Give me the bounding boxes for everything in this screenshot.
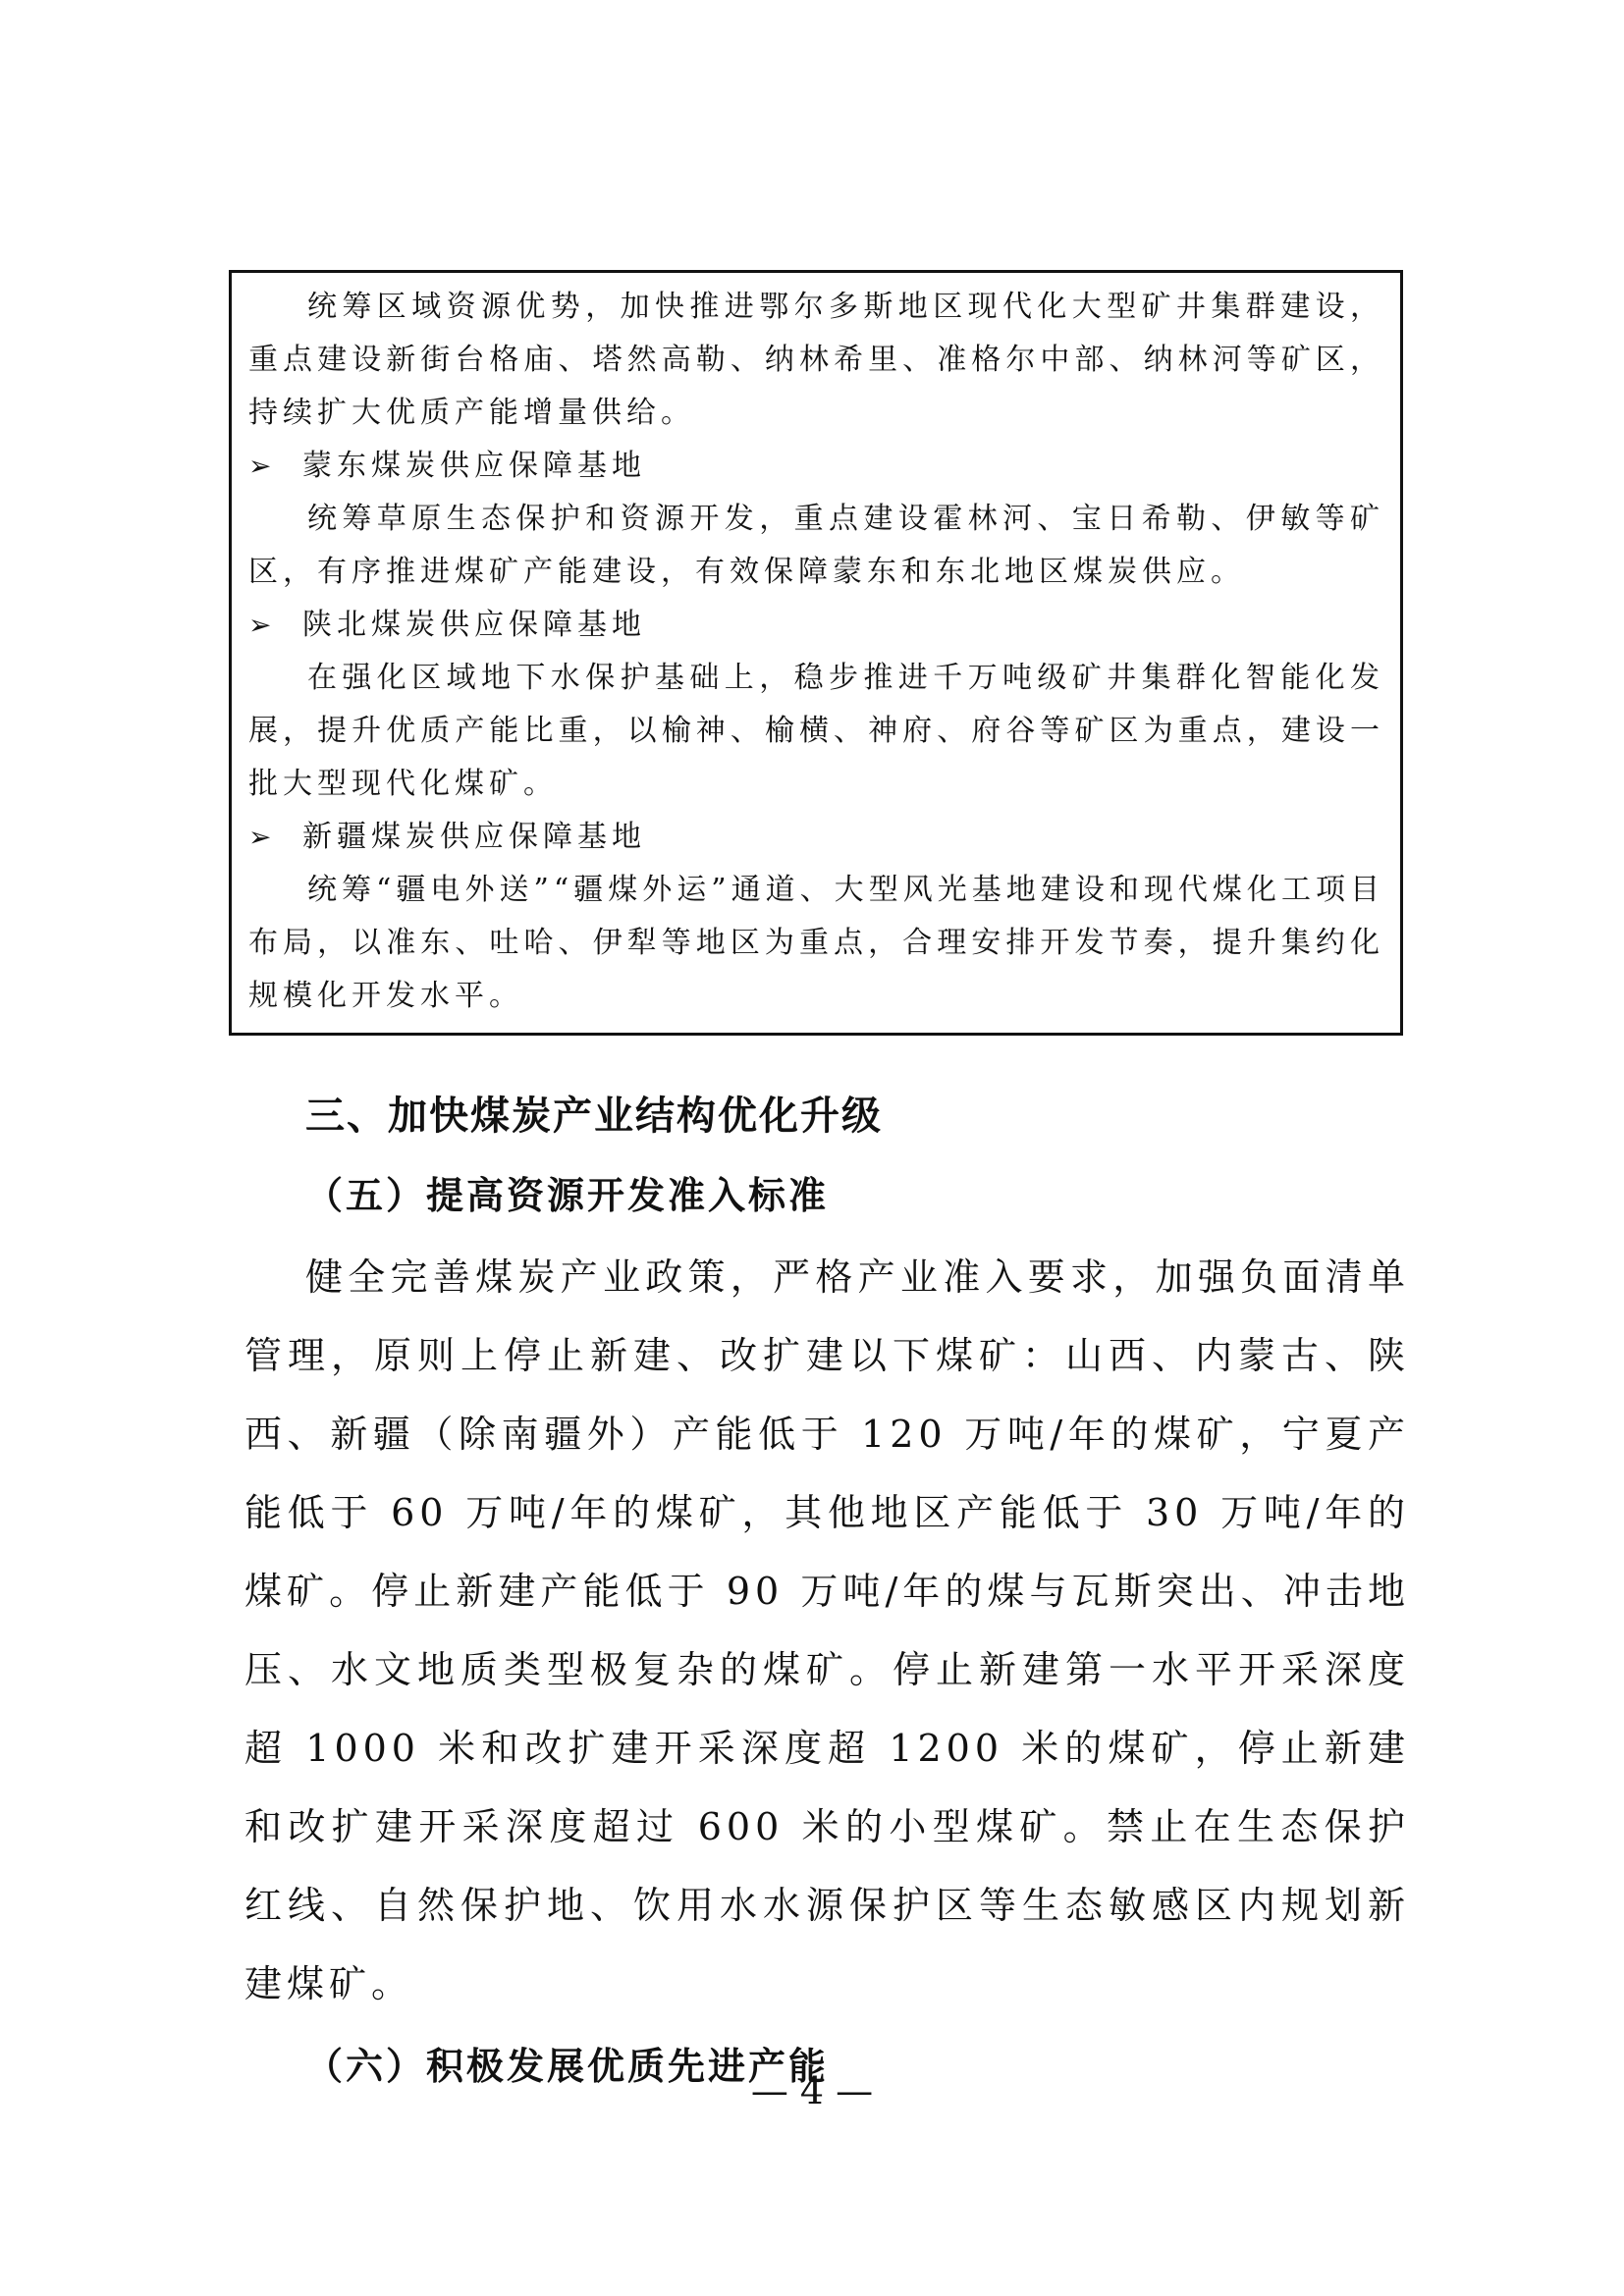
main-body bbox=[244, 1085, 1410, 2100]
xinjiang-paragraph: 统筹“疆电外送”“疆煤外运”通道、大型风光基地建设和现代煤化工项目布局，以准东、吐哈、伊犁等地区为重点，合理安排开发节奏，提升集约化规模化开发水平。 bbox=[248, 873, 1384, 1013]
xinjiang-heading-text: 新疆煤炭供应保障基地 bbox=[302, 820, 646, 854]
subsection-title-5: （五）提高资源开发准入标准 bbox=[305, 1173, 830, 1217]
shanbei-paragraph: 在强化区域地下水保护基础上，稳步推进千万吨级矿井集群化智能化发展，提升优质产能比重，以榆神、榆横、神府、府谷等矿区为重点，建设一批大型现代化煤矿。 bbox=[248, 661, 1384, 801]
ordos-paragraph: 统筹区域资源优势，加快推进鄂尔多斯地区现代化大型矿井集群建设，重点建设新街台格庙、塔然高勒、纳林希里、准格尔中部、纳林河等矿区，持续扩大优质产能增量供给。 bbox=[248, 290, 1384, 430]
subsection-title-6: （六）积极发展优质先进产能 bbox=[305, 2044, 830, 2088]
page-number: — 4 — bbox=[750, 2069, 874, 2112]
arrow-bullet-icon: ➢ bbox=[248, 450, 272, 482]
mengdong-heading-text: 蒙东煤炭供应保障基地 bbox=[302, 449, 646, 483]
xinjiang-heading bbox=[248, 811, 1384, 864]
shanbei-heading bbox=[248, 599, 1384, 652]
mengdong-heading bbox=[248, 440, 1384, 493]
mengdong-paragraph: 统筹草原生态保护和资源开发，重点建设霍林河、宝日希勒、伊敏等矿区，有序推进煤矿产能建设，有效保障蒙东和东北地区煤炭供应。 bbox=[248, 502, 1384, 589]
section-title: 三、加快煤炭产业结构优化升级 bbox=[305, 1094, 883, 1139]
subsection-5-paragraph: 健全完善煤炭产业政策，严格产业准入要求，加强负面清单管理，原则上停止新建、改扩建以下煤矿：山西、内蒙古、陕西、新疆（除南疆外）产能低于 120 万吨/年的煤矿，宁夏产能低于 60 万吨/年的煤矿，其他地区产能低于 30 万吨/年的煤矿。停止新建产能低于 90 万吨/年的煤与瓦斯突出、冲击地压、水文地质类型极复杂的煤矿。停止新建第一水平开采深度超 1000 米和改扩建开采深度超 1200 米的煤矿，停止新建和改扩建开采深度超过 600 米的小型煤矿。禁止在生态保护红线、自然保护地、饮用水水源保护区等生态敏感区内规划新建煤矿。 bbox=[244, 1255, 1410, 2005]
arrow-bullet-icon: ➢ bbox=[248, 609, 272, 641]
shanbei-heading-text: 陕北煤炭供应保障基地 bbox=[302, 608, 646, 642]
arrow-bullet-icon: ➢ bbox=[248, 821, 272, 853]
coal-base-text-box bbox=[229, 270, 1403, 1036]
